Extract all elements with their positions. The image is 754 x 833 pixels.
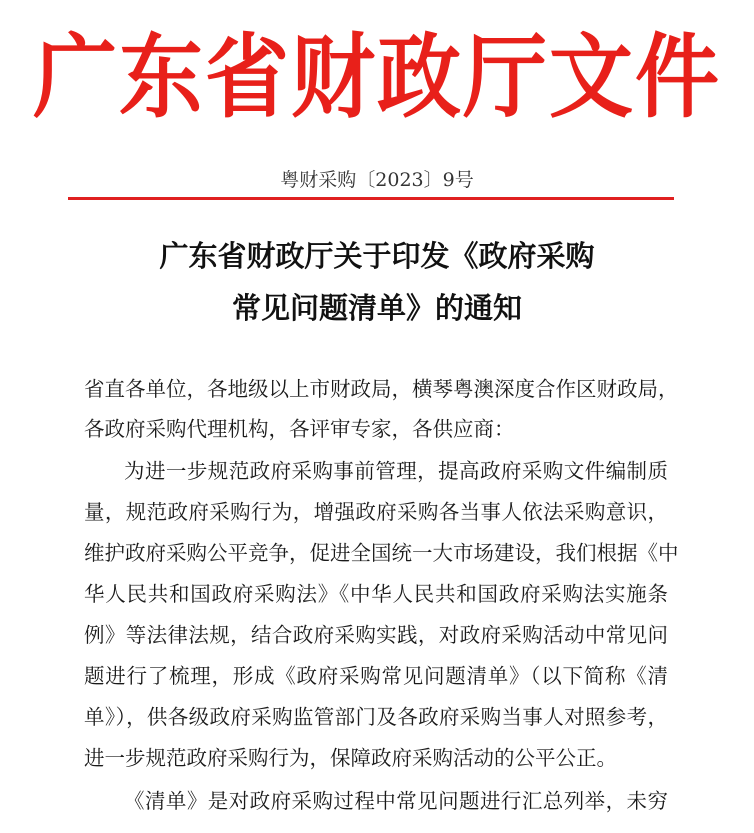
addressee-line-2: 各政府采购代理机构，各评审专家，各供应商：: [84, 417, 515, 441]
notice-title-line-2: 常见问题清单》的通知: [231, 291, 522, 325]
document-number: 粤财采购〔2023〕9号: [280, 169, 474, 191]
paragraph1-line-3: 维护政府采购公平竞争，促进全国统一大市场建设，我们根据《中: [84, 541, 679, 565]
paragraph2-line-1: 《清单》是对政府采购过程中常见问题进行汇总列举，未穷: [124, 789, 668, 813]
notice-title-line-1: 广东省财政厅关于印发《政府采购: [159, 239, 595, 273]
paragraph1-line-2: 量，规范政府采购行为，增强政府采购各当事人依法采购意识，: [84, 500, 668, 524]
paragraph1-line-4: 华人民共和国政府采购法》《中华人民共和国政府采购法实施条: [84, 582, 668, 606]
paragraph1-line-7: 单》），供各级政府采购监管部门及各政府采购当事人对照参考，: [84, 705, 668, 729]
paragraph1-line-6: 题进行了梳理，形成《政府采购常见问题清单》（以下简称《清: [84, 664, 668, 688]
addressee-line-1: 省直各单位，各地级以上市财政局，横琴粤澳深度合作区财政局，: [84, 377, 679, 401]
red-divider-line: [68, 197, 674, 200]
paragraph1-line-1: 为进一步规范政府采购事前管理，提高政府采购文件编制质: [124, 459, 668, 483]
paragraph1-line-8: 进一步规范政府采购行为，保障政府采购活动的公平公正。: [84, 746, 617, 770]
paragraph1-line-5: 例》等法律法规，结合政府采购实践，对政府采购活动中常见问: [84, 623, 668, 647]
masthead-title: 广东省财政厅文件: [32, 24, 721, 131]
